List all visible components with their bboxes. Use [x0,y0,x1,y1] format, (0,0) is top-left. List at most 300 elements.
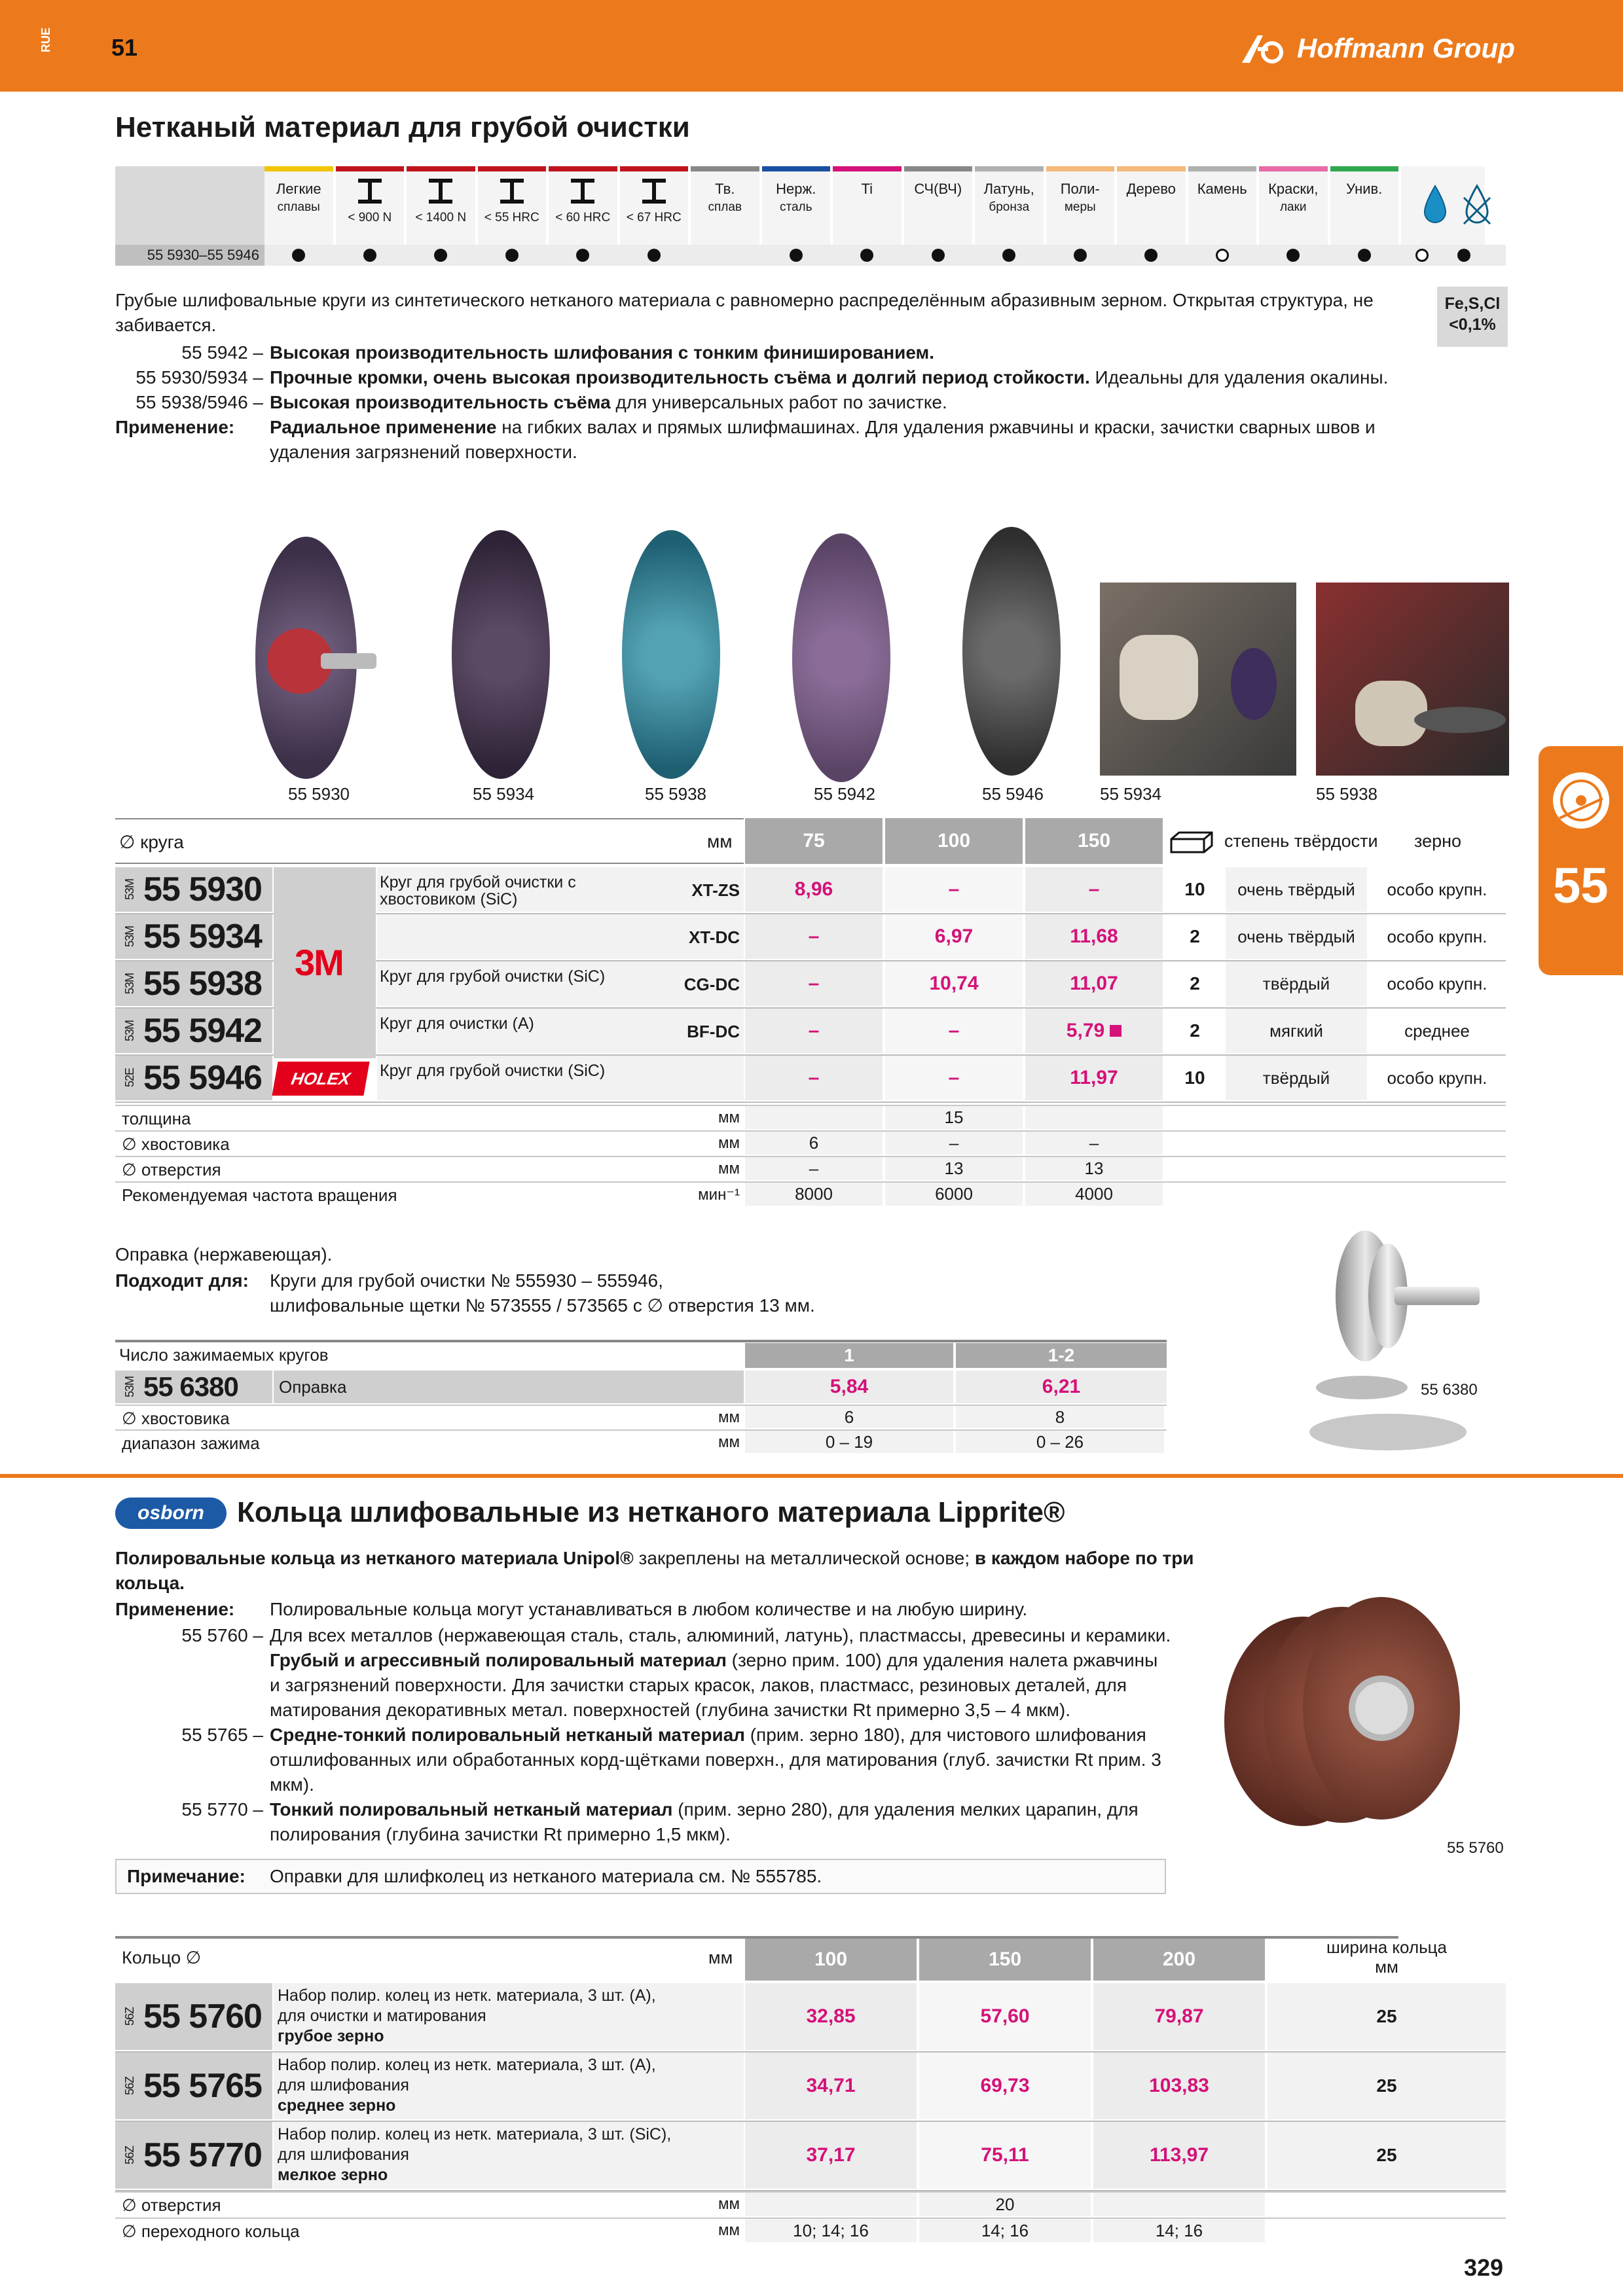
section-divider [0,1474,1623,1478]
ring-width-value: 25 [1267,2122,1506,2189]
section2-title: Кольца шлифовальные из нетканого материала Lipprite® [237,1496,1065,1528]
ring-item-plain: и загрязнений поверхности. Для зачистки старых красок, лаков, пластмасс, резиновых деталей, для [270,1675,1127,1695]
material-color-strip [762,166,831,171]
filled-dot [790,249,803,262]
brand-logo [1241,33,1515,64]
price-cell[interactable]: 37,17 [745,2122,917,2189]
gloved-hand [1355,681,1427,746]
ring-desc-line3: грубое зерно [278,2027,384,2045]
abrasive-disc-icon [1553,772,1609,829]
grade-code: BF-DC [687,1022,740,1041]
spec-unit: мм [718,2221,740,2239]
article-number: 55 5942 [143,1012,262,1050]
feature-list [115,340,1425,465]
price-value: 11,97 [1070,1067,1118,1088]
ring-item-text [270,1723,1195,1797]
product-image-555946 [962,527,1061,776]
spec-value: 20 [919,2193,1091,2216]
product-description: Круг для грубой очистки (SiC) [380,1062,606,1080]
spec-value: 14; 16 [919,2219,1091,2242]
material-sub: < 67 HRC [626,211,682,224]
price-value: – [948,1020,960,1041]
price-cell[interactable] [745,1009,883,1053]
page-number-bottom: 329 [1464,2254,1504,2281]
price-value: – [808,1020,820,1041]
ring-desc-line1: Набор полир. колец из нетк. материала, 3 шт. (SiC), [278,2125,672,2144]
price-value: 5,79 [1066,1020,1105,1041]
feature-bold: Высокая производительность шлифования с тонким финишированием. [270,342,935,363]
row-divider [115,1102,1506,1103]
table2-label: Кольцо ∅ [122,1948,202,1967]
spec-unit: мм [718,1408,740,1426]
ring-desc-line2: для шлифования [278,2076,409,2094]
spec-value: 0 – 26 [956,1431,1164,1453]
ring-item-plain: матирования декоративных метал. поверхностей (глубина зачистки Rt примерно 3,5 – 4 мкм). [270,1700,1071,1720]
spec-label: ∅ переходного кольца [122,2221,300,2241]
ring-width-value: 25 [1267,1983,1506,2050]
price-value: – [808,925,820,947]
article-number: 55 6380 [143,1371,238,1402]
material-name: СЧ(ВЧ) [914,181,962,197]
spec-value: – [885,1132,1023,1155]
product-description: Круг для очистки (A) [380,1014,534,1033]
application-item [115,415,1425,465]
note-text: Оправки для шлифколец из нетканого материала см. № 555785. [270,1866,822,1886]
feature-bold: Прочные кромки, очень высокая производительность съёма и долгий период стойкости. [270,367,1090,387]
rings-caption: 55 5760 [1447,1839,1504,1857]
spec-value: 6 [745,1406,953,1428]
clamp-header-2: 1-2 [956,1343,1167,1368]
price-cell[interactable] [885,914,1023,959]
material-color-strip [1259,166,1328,171]
article-number: 55 5938 [143,965,262,1003]
chapter-number: 55 [1553,858,1609,914]
material-name: Тв. [715,181,735,197]
feature-code: 55 5930/5934 – [136,367,263,387]
product-number[interactable] [115,961,272,1006]
article-number: 55 5770 [143,2136,262,2174]
ring-width-header [1267,1937,1506,1977]
ring-size-100: 100 [745,1939,917,1981]
spec-value: 15 [885,1106,1023,1129]
price-cell[interactable] [745,1056,883,1100]
intro-bold-1: Полировальные кольца из нетканого материала Unipol® [115,1548,634,1568]
pack-quantity: 10 [1184,879,1205,899]
filled-dot [1074,249,1087,262]
mandrel-title: Оправка (нержавеющая). [115,1244,333,1265]
filled-dot [1457,249,1470,262]
catalog-group: 53M [123,878,136,900]
spec-value: 0 – 19 [745,1431,953,1453]
price-value: – [808,1067,820,1088]
ring-item-line [270,1623,1195,1648]
hardness-value: очень твёрдый [1226,867,1367,912]
hardness-value: очень твёрдый [1226,914,1367,959]
shank [321,653,376,669]
section2-application-text: Полировальные кольца могут устанавливаться в любом количестве и на любую ширину. [270,1599,1028,1619]
spec-label: толщина [122,1109,191,1128]
material-name: Латунь, [983,181,1034,197]
language-code: RUE [39,27,52,53]
disc-in-use [1231,648,1277,720]
product-image-555930 [255,537,380,779]
empty-dot [1415,249,1429,262]
disc-in-use [1414,707,1506,733]
ring-item-plain: полирования (глубина зачистки Rt примерно 1,5 мкм). [270,1824,731,1844]
grain-value: среднее [1404,1020,1470,1041]
grain-value: особо крупн. [1387,1067,1487,1088]
price-cell[interactable] [1025,961,1163,1006]
image-caption: 55 5934 [1100,784,1161,804]
catalog-group: 53M [123,1376,136,1397]
feature-text: Идеальны для удаления окалины. [1089,367,1389,387]
ring-item-plain: отшлифованных или обработанных корд-щётками поверхн., для матирования (глуб. зачистки Rt прим. 3 [270,1749,1161,1770]
material-color-strip [549,166,617,171]
spare-washer-1 [1316,1376,1408,1399]
spec-unit: мин⁻¹ [698,1186,740,1204]
ring-item-line [270,1698,1195,1723]
filled-dot [932,249,945,262]
intro-text: закреплены на металлической основе; [633,1548,975,1568]
feature-item [115,340,1425,365]
spec-value: 14; 16 [1093,2219,1265,2242]
clamp-header-1: 1 [745,1343,953,1368]
price-cell[interactable]: 32,85 [745,1983,917,2050]
dry-use-icon [1461,183,1493,226]
application-photo-1 [1100,583,1296,776]
spec-label: ∅ отверстия [122,1160,221,1179]
size-header-75: 75 [745,818,883,864]
price-cell[interactable] [745,961,883,1006]
price-cell[interactable] [885,1009,1023,1053]
material-sub: сталь [779,200,812,214]
ring-item-plain: (зерно прим. 100) для удаления налета ржавчины [726,1650,1158,1670]
pack-quantity: 10 [1184,1067,1205,1088]
material-color-strip [975,166,1044,171]
material-color-strip [478,166,547,171]
catalog-group: 52E [123,1068,136,1088]
gloved-hand [1120,635,1198,720]
ring-desc-line3: мелкое зерно [278,2166,388,2184]
spec-value [1025,1106,1163,1129]
material-color-strip [904,166,973,171]
filled-dot [363,249,376,262]
catalog-group: 53M [123,925,136,947]
article-number: 55 5946 [143,1059,262,1097]
ring-size-150: 150 [919,1939,1091,1981]
size-header-150: 150 [1025,818,1163,864]
pack-quantity: 2 [1190,1020,1200,1041]
spec-label: ∅ хвостовика [122,1408,230,1428]
section1-description: Грубые шлифовальные круги из синтетического нетканого материала с равномерно распределённым абразивным зерном. Открытая структура, не забивается. [115,290,1374,335]
spec-value: 6 [745,1132,883,1155]
material-name: Нерж. [776,181,816,197]
3m-logo: 3M [295,942,343,983]
size-header-100: 100 [885,818,1023,864]
product-image-555942 [792,533,890,782]
steel-beam-icon [426,178,455,204]
mandrel-desc: Оправка [274,1371,744,1403]
material-sub: бронза [989,200,1030,214]
image-caption: 55 5934 [473,784,534,804]
catalog-group: 53M [123,973,136,994]
spec-label: ∅ отверстия [122,2195,221,2215]
hoffmann-logo-icon [1241,33,1292,64]
spec-value: – [745,1157,883,1180]
hardness-block-icon [1169,831,1214,853]
contaminant-badge [1437,287,1508,347]
note-label: Примечание: [127,1866,246,1886]
ring-item-line [270,1748,1195,1772]
spec-value: 10; 14; 16 [745,2219,917,2242]
ring-item [115,1797,1195,1847]
ring-item-line [270,1648,1195,1673]
table2-unit: мм [708,1948,733,1967]
material-color-strip [1117,166,1186,171]
holex-logo: HOLEX [272,1062,369,1096]
spec-unit: мм [718,1433,740,1451]
ring-width-header-line2: мм [1375,1957,1398,1977]
price-cell[interactable] [1025,914,1163,959]
clamp-label: Число зажимаемых кругов [119,1345,329,1365]
application-label: Применение: [115,417,235,437]
spec-value: 13 [885,1157,1023,1180]
price-cell[interactable]: 57,60 [919,1983,1091,2050]
ring-item-line [270,1797,1195,1822]
spec-value: 8000 [745,1183,883,1206]
product-image-555938 [622,530,720,779]
filled-dot [505,249,519,262]
price-cell[interactable]: 75,11 [919,2122,1091,2189]
price-cell[interactable] [885,961,1023,1006]
section2-intro [115,1546,1195,1596]
material-sub: сплавы [277,200,320,214]
feature-item [115,365,1425,390]
ring-metal-hub [1349,1676,1414,1741]
spec-unit: мм [718,1134,740,1152]
material-color-strip [833,166,902,171]
steel-beam-icon [568,178,597,204]
ring-desc-line2: для очистки и матирования [278,2007,486,2025]
image-caption: 55 5946 [982,784,1044,804]
ring-desc-line2: для шлифования [278,2145,409,2164]
price-cell[interactable]: 34,71 [745,2053,917,2119]
material-name: Краски, [1268,181,1319,197]
material-sub: < 900 N [348,211,392,224]
price-value: 8,96 [794,878,833,900]
ring-item-line [270,1772,1195,1797]
feature-code: 55 5942 – [181,342,263,363]
table1-unit: мм [707,831,733,852]
ring-item-plain: Для всех металлов (нержавеющая сталь, сталь, алюминий, латунь), пластмассы, древесины и керамики. [270,1625,1171,1645]
spec-unit: мм [718,1160,740,1177]
material-name: Легкие [276,181,321,197]
material-color-strip [691,166,759,171]
price-cell[interactable] [1025,1009,1163,1053]
material-name: Поли- [1060,181,1100,197]
spec-label: Рекомендуемая частота вращения [122,1185,397,1205]
feature-code: 55 5938/5946 – [136,392,263,412]
product-description: Круг для грубой очистки (SiC) [380,967,606,986]
feature-bold: Высокая производительность съёма [270,392,611,412]
price-cell[interactable] [885,867,1023,912]
grain-value: особо крупн. [1387,973,1487,994]
price-cell[interactable]: 69,73 [919,2053,1091,2119]
ring-item-plain: (прим. зерно 180), для чистового шлифования [744,1725,1146,1745]
ring-desc-line1: Набор полир. колец из нетк. материала, 3 шт. (A), [278,1986,656,2005]
hardness-value: твёрдый [1226,961,1367,1006]
material-sub: меры [1064,200,1096,214]
mandrel-price-1: 5,84 [745,1371,953,1403]
price-cell[interactable] [885,1056,1023,1100]
image-caption: 55 5938 [645,784,706,804]
new-price-marker-icon [1110,1025,1122,1037]
article-number: 55 5765 [143,2067,262,2105]
article-number: 55 5930 [143,870,262,908]
polishing-rings-image [1224,1597,1460,1839]
product-number[interactable] [115,1009,272,1053]
brand-name: Hoffmann Group [1297,33,1515,63]
grade-code: XT-DC [689,927,740,947]
ring-item-line [270,1723,1195,1748]
ring-item-bold: Грубый и агрессивный полировальный материал [270,1650,727,1670]
ring-item-line [270,1822,1195,1847]
ring-item [115,1623,1195,1723]
product-description: Круг для грубой очистки с хвостовиком (SiC) [380,873,576,908]
ring-item-bold: Тонкий полировальный нетканый материал [270,1799,673,1820]
steel-beam-icon [498,178,526,204]
grain-header: зерно [1414,831,1462,851]
spec-value: 6000 [885,1183,1023,1206]
product-number[interactable] [115,1983,272,2050]
grade-code: CG-DC [684,975,740,994]
mandrel-image [1322,1224,1480,1368]
catalog-group: 56Z [123,2145,136,2165]
ring-item [115,1723,1195,1797]
price-value: 11,07 [1070,973,1118,994]
empty-dot [1216,249,1229,262]
application-text: на гибких валах и прямых шлифмашинах. Для удаления ржавчины и краски, зачистки сварных швов и удаления загрязнений поверхности. [270,417,1376,462]
price-cell[interactable]: 79,87 [1093,1983,1265,2050]
image-caption: 55 5942 [814,784,875,804]
application-photo-2 [1316,583,1509,776]
material-name: Унив. [1346,181,1383,197]
article-number: 55 5934 [143,918,262,956]
material-name: Ti [861,181,873,197]
steel-beam-icon [356,178,384,204]
table1-label: ∅ круга [119,832,184,852]
price-cell[interactable]: 113,97 [1093,2122,1265,2189]
feature-text: для универсальных работ по зачистке. [610,392,947,412]
mandrel-fits-label: Подходит для: [115,1270,249,1291]
material-sub: < 55 HRC [484,211,539,224]
image-caption: 55 5930 [288,784,350,804]
grain-value: особо крупн. [1387,926,1487,946]
mandrel-shank [1395,1287,1480,1305]
catalog-group: 53M [123,1020,136,1041]
spec-value: 8 [956,1406,1164,1428]
chapter-tab[interactable] [1539,746,1623,975]
material-name: Дерево [1126,181,1176,197]
ring-item-plain: (прим. зерно 280), для удаления мелких царапин, для [672,1799,1139,1820]
ring-item-line [270,1673,1195,1698]
article-number: 55 5760 [143,1998,262,2036]
price-cell[interactable] [1025,867,1163,912]
product-number[interactable] [115,2053,272,2119]
material-sub: сплав [708,200,742,214]
osborn-logo: osborn [115,1498,227,1529]
filled-dot [647,249,661,262]
spec-value [1093,2193,1265,2216]
ring-desc-line3: среднее зерно [278,2096,396,2115]
material-color-strip [1188,166,1257,171]
product-number[interactable] [115,914,272,959]
feature-item [115,390,1425,415]
ring-item-bold: Средне-тонкий полировальный нетканый материал [270,1725,745,1745]
grade-code: XT-ZS [691,880,740,900]
spec-label: диапазон зажима [122,1433,260,1453]
hardness-value: твёрдый [1226,1056,1367,1100]
ring-item-code: 55 5770 – [181,1799,263,1820]
pack-quantity: 2 [1190,926,1200,946]
price-cell[interactable]: 103,83 [1093,2053,1265,2119]
spare-washer-2 [1309,1414,1467,1450]
spec-label: ∅ хвостовика [122,1134,230,1154]
product-number[interactable] [115,1056,272,1100]
section2-application-label: Применение: [115,1599,235,1619]
coolant-drop-icon [1421,183,1450,226]
mandrel-price-2: 6,21 [956,1371,1167,1403]
material-name: Камень [1197,181,1247,197]
material-color-strip [1330,166,1399,171]
page-number-top: 51 [111,34,138,61]
mandrel-fits-line1: Круги для грубой очистки № 555930 – 555946, [270,1270,663,1291]
material-sub: < 60 HRC [555,211,611,224]
price-cell[interactable] [745,867,883,912]
price-value: – [1088,878,1100,900]
material-sub: < 1400 N [415,211,467,224]
hardness-header: степень твёрдости [1224,831,1378,851]
product-number[interactable] [115,2122,272,2189]
ring-size-200: 200 [1093,1939,1265,1981]
spec-unit: мм [718,1109,740,1126]
ring-width-header-line1: ширина кольца [1326,1937,1448,1957]
material-color-strip [1046,166,1115,171]
product-image-555934 [452,530,550,779]
intro-bold-2: в каждом наборе по три кольца. [115,1548,1194,1593]
price-value: – [808,973,820,994]
catalog-group: 56Z [123,2007,136,2026]
mandrel-fits-line2: шлифовальные щетки № 573555 / 573565 с ∅ отверстия 13 мм. [270,1295,815,1316]
material-color-strip [407,166,475,171]
table1-header-row [115,818,744,864]
badge-line-1: Fe,S,Cl [1444,295,1501,313]
material-color-strip [264,166,333,171]
hardness-value: мягкий [1226,1009,1367,1053]
product-number[interactable] [115,867,272,912]
mandrel-product-number [115,1371,272,1403]
price-cell[interactable] [1025,1056,1163,1100]
spec-value: 13 [1025,1157,1163,1180]
spec-value [745,2193,917,2216]
price-cell[interactable] [745,914,883,959]
image-caption: 55 5938 [1316,784,1377,804]
badge-line-2: <0,1% [1449,315,1496,334]
application-bold: Радиальное применение [270,417,497,437]
pack-quantity: 2 [1190,973,1200,994]
spec-value [745,1106,883,1129]
price-value: – [948,878,960,900]
